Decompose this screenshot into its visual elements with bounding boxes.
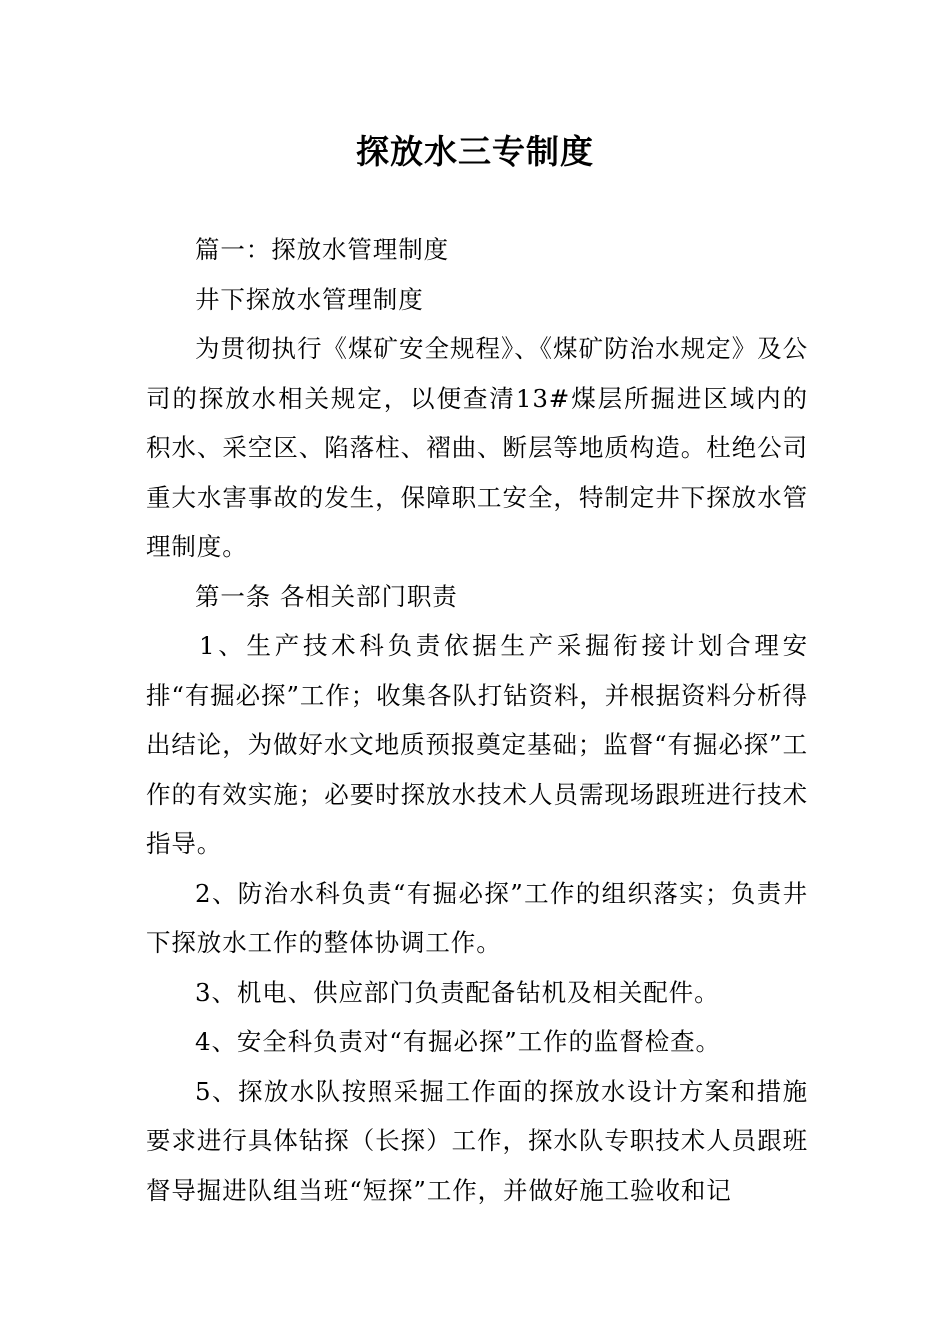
duty-item-5: 5、探放水队按照采掘工作面的探放水设计方案和措施要求进行具体钻探（长探）工作，探水队专职技术人员跟班督导掘进队组当班“短探”工作，并做好施工验收和记	[146, 1076, 808, 1205]
duty-item-1: 1、生产技术科负责依据生产采掘衔接计划合理安排“有掘必探”工作；收集各队打钻资料，并根据资料分析得出结论，为做好水文地质预报奠定基础；监督“有掘必探”工作的有效实施；必要时探放水技术人员需现场跟班进行技术指导。	[146, 631, 808, 858]
duty-item-3: 3、机电、供应部门负责配备钻机及相关配件。	[195, 977, 720, 1007]
document-title: 探放水三专制度	[356, 132, 594, 171]
subsection-heading: 井下探放水管理制度	[195, 284, 424, 314]
article-heading: 第一条 各相关部门职责	[195, 581, 458, 611]
duty-item-2: 2、防治水科负责“有掘必探”工作的组织落实；负责井下探放水工作的整体协调工作。	[146, 878, 808, 957]
intro-paragraph: 为贯彻执行《煤矿安全规程》、《煤矿防治水规定》及公司的探放水相关规定，以便查清13#煤层所掘进区域内的积水、采空区、陷落柱、褶曲、断层等地质构造。杜绝公司重大水害事故的发生，保障职工安全，特制定井下探放水管理制度。	[146, 334, 808, 561]
section-heading: 篇一：探放水管理制度	[195, 235, 449, 264]
duty-item-4: 4、安全科负责对“有掘必探”工作的监督检查。	[195, 1027, 721, 1056]
document-body	[146, 225, 808, 1215]
